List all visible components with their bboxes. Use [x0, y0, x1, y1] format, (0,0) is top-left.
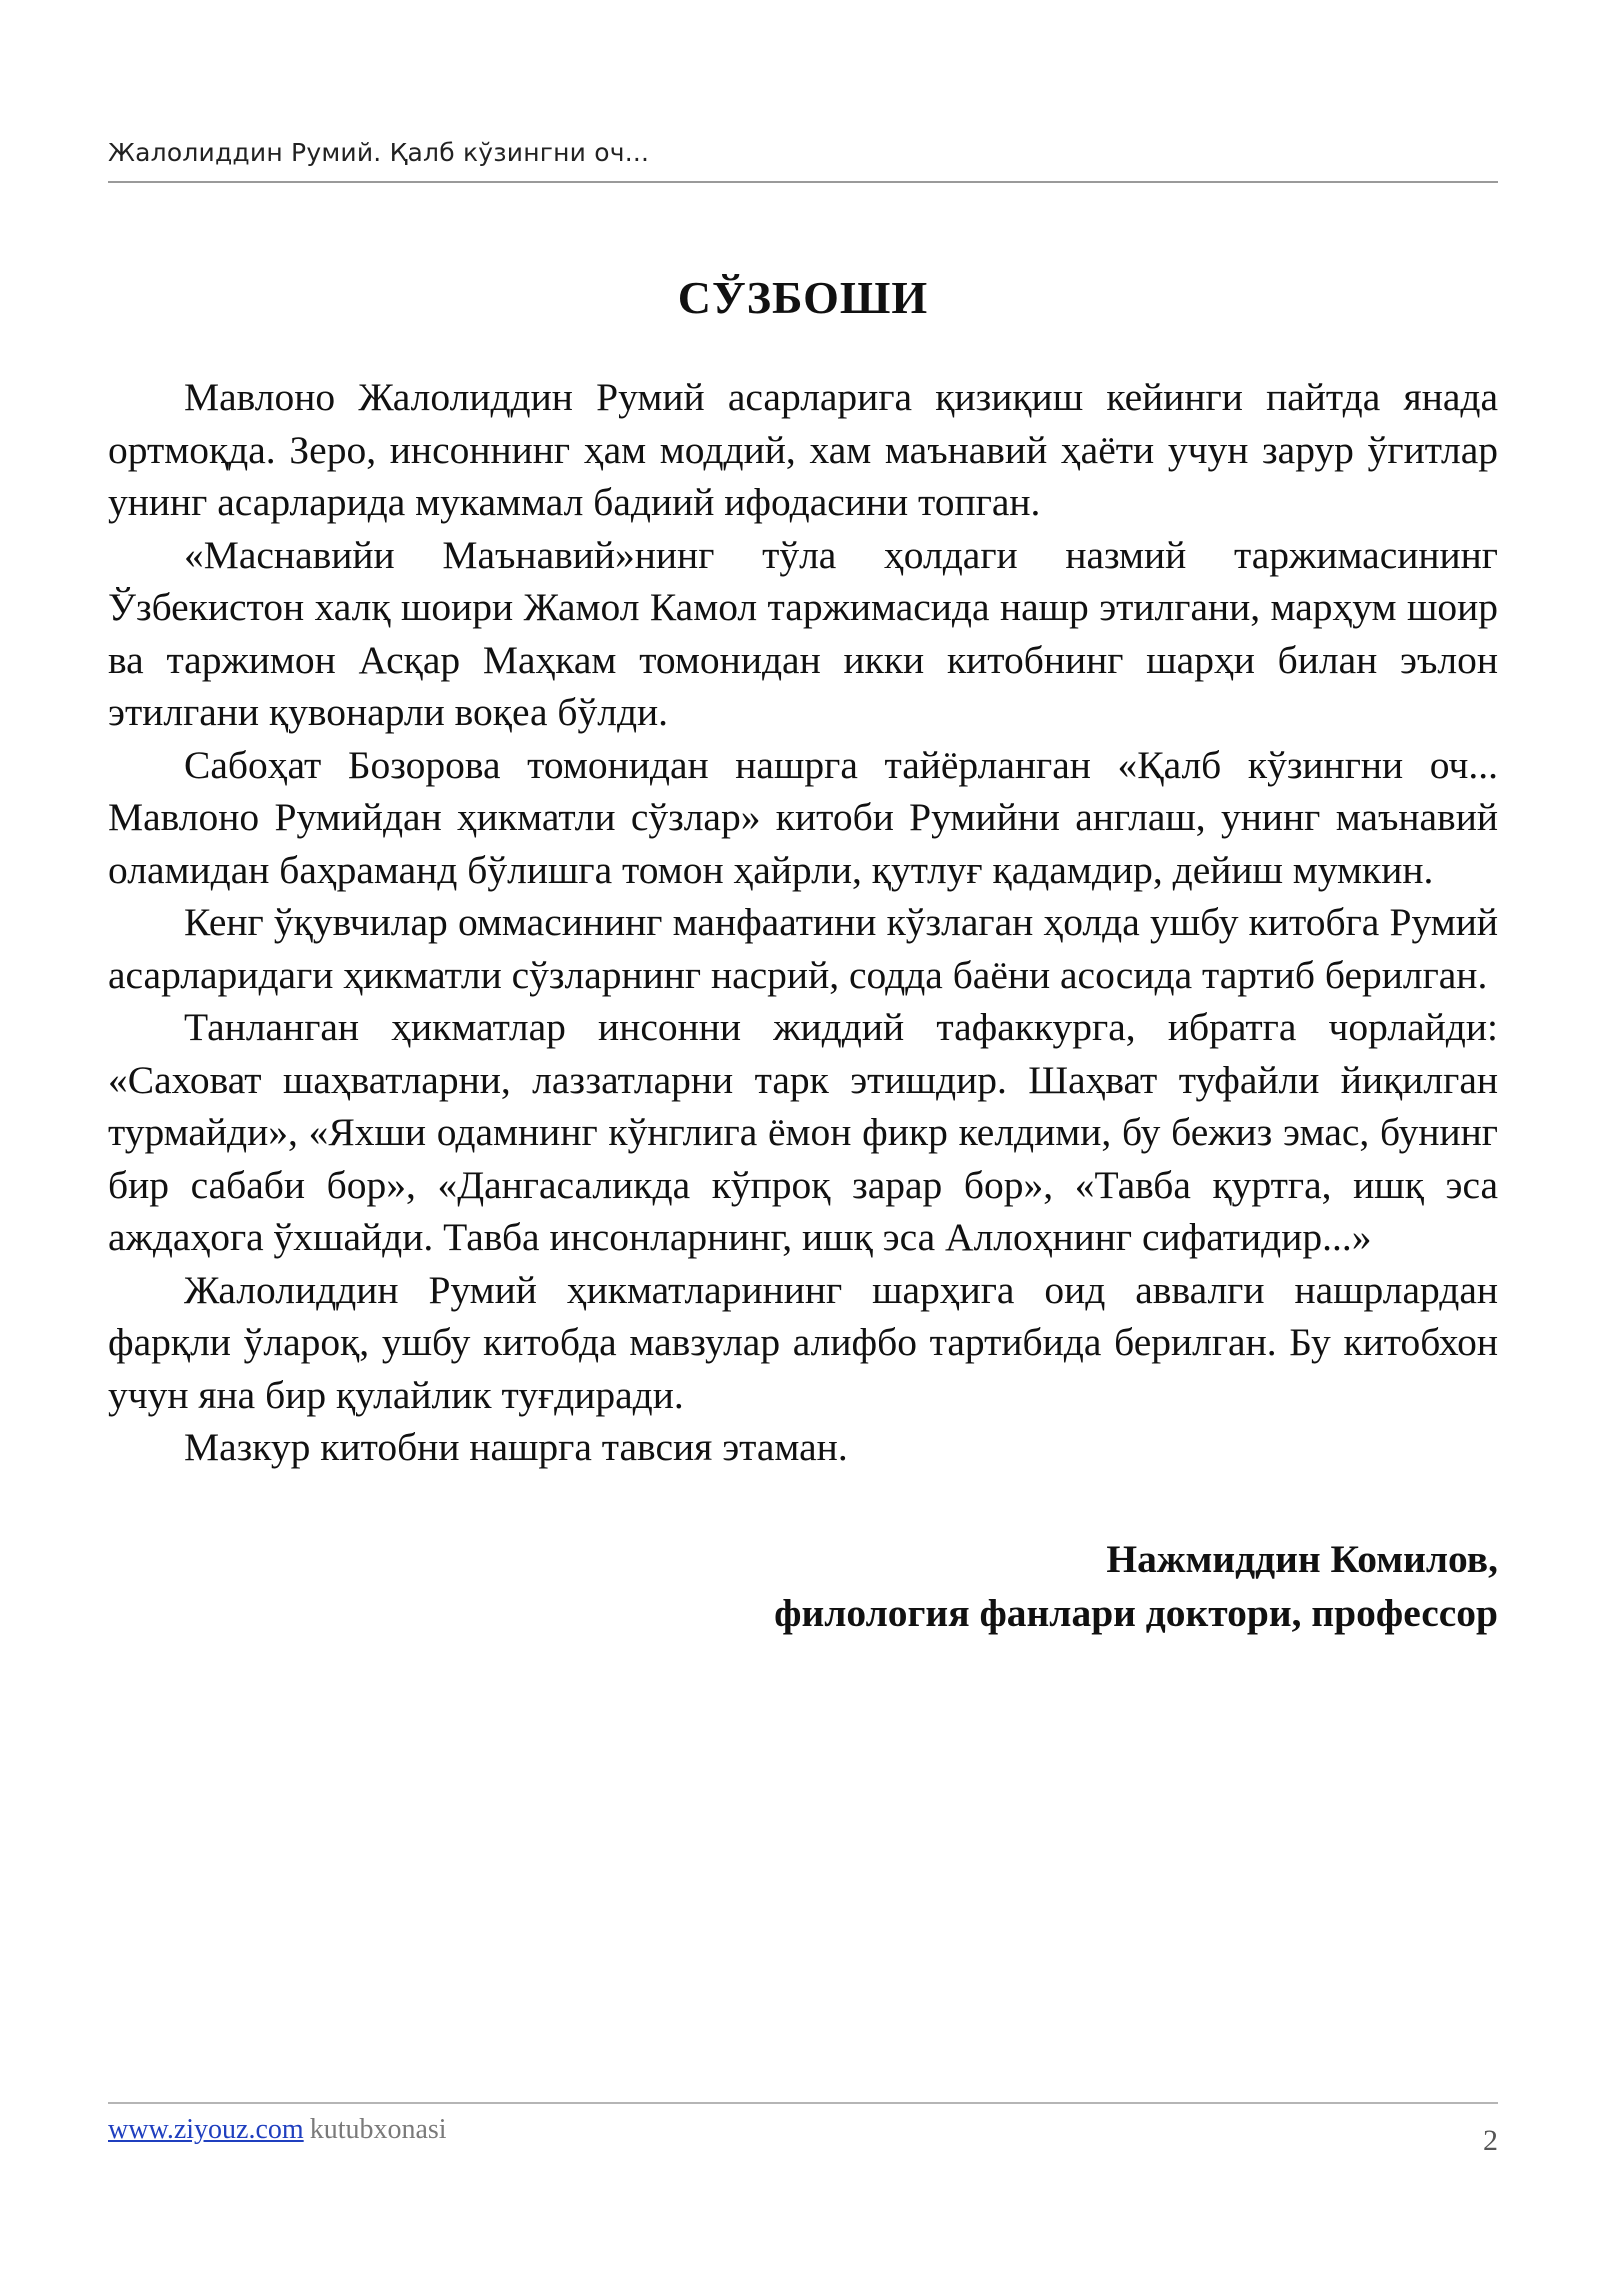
- page-number: 2: [1483, 2124, 1498, 2157]
- paragraph-7: Мазкур китобни нашрга тавсия этаман.: [184, 1425, 848, 1470]
- paragraph-6: Жалолиддин Румий ҳикматларининг шарҳига оид аввалги нашрлардан фарқли ўлароқ, ушбу китобда мавзулар алифбо тартибида берилган. Бу китобхон учун яна бир қулайлик туғдиради.: [108, 1267, 1498, 1417]
- page-footer: [108, 2114, 1498, 2158]
- paragraph-1: Мавлоно Жалолиддин Румий асарларига қизиқиш кейинги пайтда янада ортмоқда. Зеро, инсоннинг ҳам моддий, хам маънавий ҳаёти учун зарур ўгитлар унинг асарларида мукаммал бадиий ифодасини топган.: [108, 375, 1498, 525]
- footer-divider: [108, 2102, 1498, 2104]
- section-title: СЎЗБОШИ: [677, 272, 929, 323]
- header-divider: [108, 181, 1498, 183]
- paragraph-2: «Маснавийи Маънавий»нинг тўла ҳолдаги назмий таржимасининг Ўзбекистон халқ шоири Жамол Камол таржимасида нашр этилгани, марҳум шоир ва таржимон Асқар Маҳкам томонидан икки китобнинг шарҳи билан эълон этилгани қувонарли воқеа бўлди.: [108, 532, 1498, 735]
- author-name: Нажмиддин Комилов,: [1106, 1536, 1498, 1581]
- running-header: Жалолиддин Румий. Қалб кўзингни оч...: [108, 138, 650, 167]
- website-link[interactable]: www.ziyouz.com: [108, 2114, 304, 2145]
- paragraph-5: Танланган ҳикматлар инсонни жиддий тафаккурга, ибратга чорлайди: «Саховат шаҳватларни, лаззатларни тарк этишдир. Шаҳват туфайли йиқилган турмайди», «Яхши одамнинг кўнглига ёмон фикр келдими, бу бежиз эмас, бунинг бир сабаби бор», «Дангасаликда кўпроқ зарар бор», «Тавба қуртга, ишқ эса аждаҳога ўхшайди. Тавба инсонларнинг, ишқ эса Аллоҳнинг сифатидир...»: [108, 1005, 1498, 1260]
- signature-block: [108, 1532, 1498, 1640]
- footer-suffix: kutubxonasi: [309, 2114, 447, 2145]
- main-content: [108, 270, 1498, 1640]
- paragraph-3: Сабоҳат Бозорова томонидан нашрга тайёрланган «Қалб кўзингни оч... Мавлоно Румийдан ҳикматли сўзлар» китоби Румийни англаш, унинг маънавий оламидан баҳраманд бўлишга томон ҳайрли, қутлуғ қадамдир, дейиш мумкин.: [108, 742, 1498, 892]
- paragraph-4: Кенг ўқувчилар оммасининг манфаатини кўзлаган ҳолда ушбу китобга Румий асарларидаги ҳикматли сўзларнинг насрий, содда баёни асосида тартиб берилган.: [108, 900, 1498, 997]
- author-credentials: филология фанлари доктори, профессор: [774, 1590, 1498, 1635]
